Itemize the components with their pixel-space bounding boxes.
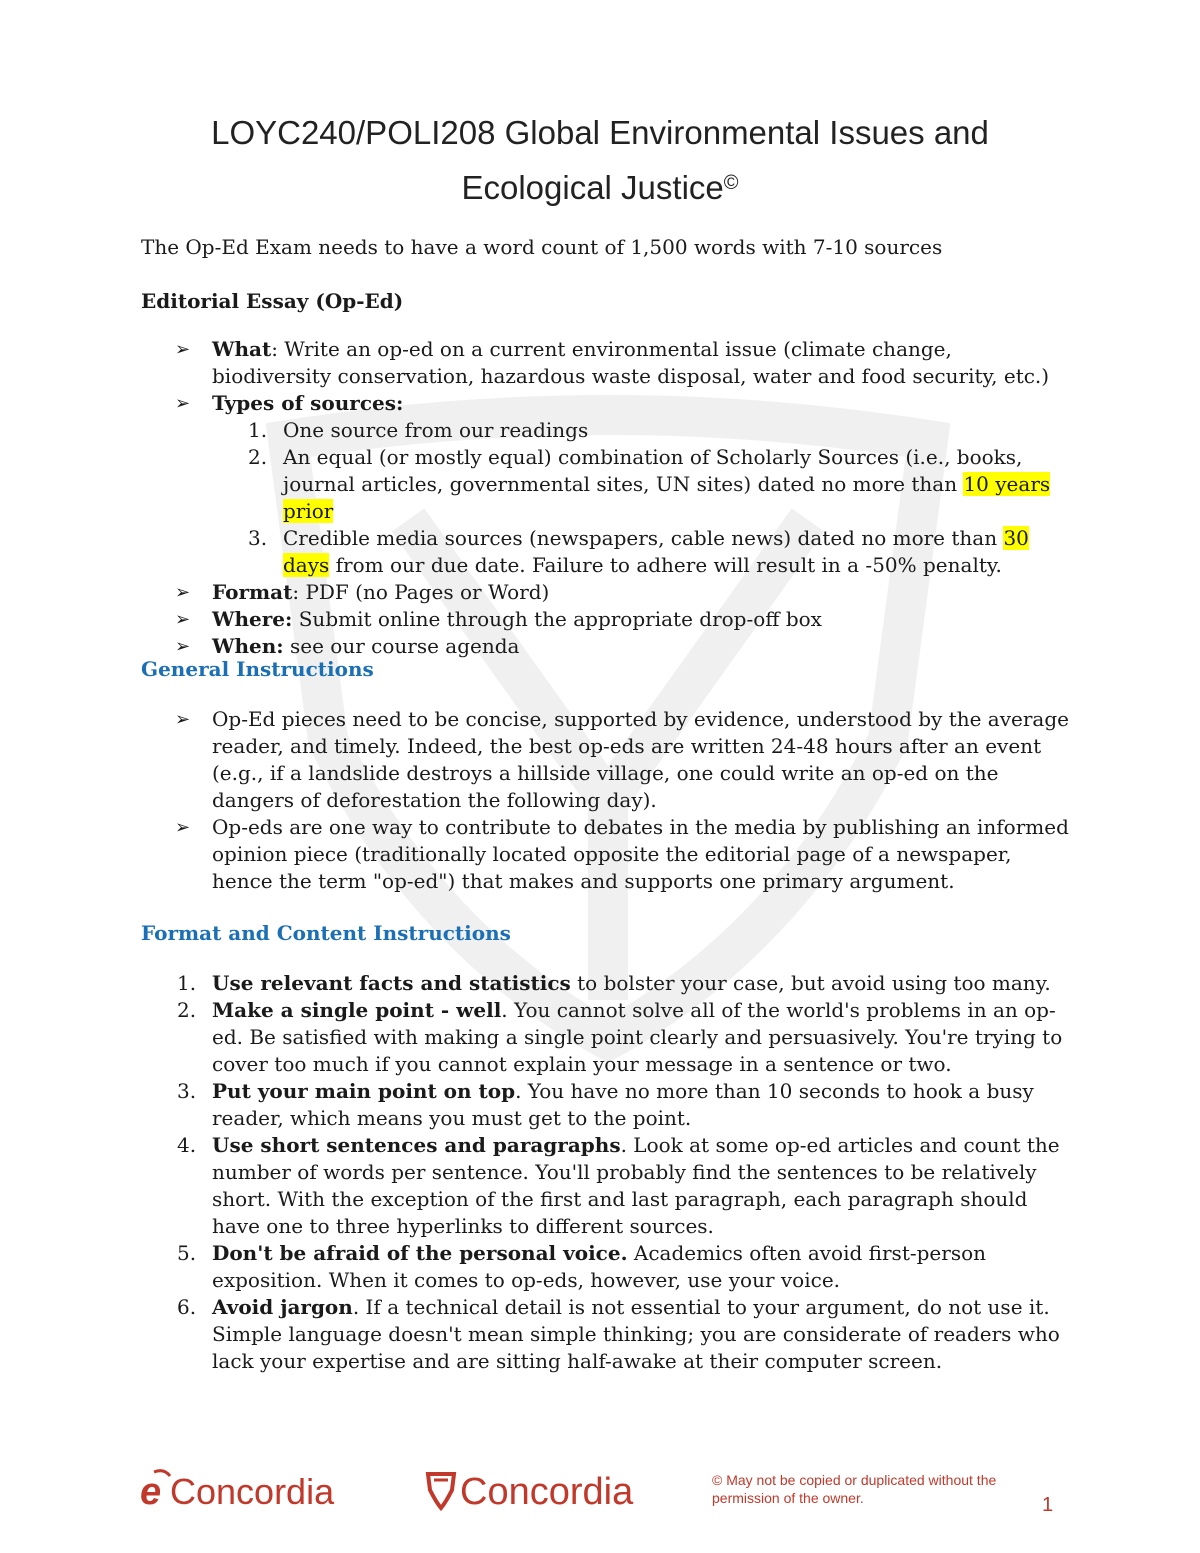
title-line-2-text: Ecological Justice (461, 169, 724, 206)
item-text: . Look at some op-ed articles and count the number of words per sentence. You'll probably find the sentences to be relatively short. With the exception of the first and last paragraph, each paragraph should have one to three hyperlinks to different sources. (212, 1133, 1060, 1238)
list-item-where (141, 606, 1071, 633)
source-item (141, 417, 1071, 444)
arrow-bullet-icon: ➢ (175, 582, 191, 603)
source-text: One source from our readings (283, 418, 589, 442)
source-num: 2. (248, 445, 268, 469)
general-section (141, 706, 1071, 895)
general-item-text: Op-eds are one way to contribute to debates in the media by publishing an informed opinion piece (traditionally located opposite the editorial page of a newspaper, hence the term "op-ed") that makes and supports one primary argument. (212, 815, 1069, 893)
list-item (141, 706, 1071, 814)
source-item (141, 444, 1071, 525)
list-item-types (141, 390, 1071, 579)
arrow-bullet-icon: ➢ (175, 393, 191, 414)
item-num: 5. (177, 1241, 197, 1265)
econcordia-logo-icon (140, 1466, 380, 1516)
copyright-notice: © May not be copied or duplicated without the permission of the owner. (712, 1472, 997, 1506)
copyright-symbol: © (723, 172, 739, 194)
editorial-heading (141, 288, 1071, 315)
arrow-bullet-icon: ➢ (175, 609, 191, 630)
highlight-30-days: 30 days (283, 526, 1029, 577)
where-text: Submit online through the appropriate drop-off box (292, 607, 822, 631)
item-bold: Avoid jargon (212, 1295, 353, 1319)
source-num: 1. (248, 418, 268, 442)
item-bold: Don't be afraid of the personal voice. (212, 1241, 628, 1265)
format-label: Format (212, 580, 293, 604)
item-text: . You cannot solve all of the world's problems in an op-ed. Be satisfied with making a single point clearly and persuasively. You're trying to cover too much if you cannot explain your message in a sentence or two. (212, 998, 1063, 1076)
format-content-heading-text: Format and Content Instructions (141, 921, 511, 945)
list-item (141, 1294, 1071, 1375)
general-item-text: Op-Ed pieces need to be concise, supported by evidence, understood by the average reader, and timely. Indeed, the best op-eds are written 24-48 hours after an event (e.g., if a landslide destroys a hillside village, one could write an op-ed on the dangers of deforestation the following day). (212, 707, 1069, 812)
format-content-heading (141, 920, 1071, 947)
list-item (141, 1132, 1071, 1240)
document-title (0, 108, 1200, 213)
list-item (141, 997, 1071, 1078)
item-num: 4. (177, 1133, 197, 1157)
item-bold: Make a single point - well (212, 998, 502, 1022)
what-text: : Write an op-ed on a current environmental issue (climate change, biodiversity conservation, hazardous waste disposal, water and food security, etc.) (212, 337, 1050, 388)
title-line-1: LOYC240/POLI208 Global Environmental Issues and (211, 114, 989, 151)
what-label: What (212, 337, 272, 361)
item-num: 2. (177, 998, 197, 1022)
types-label: Types of sources: (212, 391, 404, 415)
list-item-format (141, 579, 1071, 606)
item-num: 6. (177, 1295, 197, 1319)
editorial-section (141, 336, 1071, 660)
econcordia-logo-prefix: e (140, 1471, 162, 1513)
item-bold: Put your main point on top (212, 1079, 516, 1103)
arrow-bullet-icon: ➢ (175, 339, 191, 360)
when-label: When: (212, 634, 284, 658)
when-text: see our course agenda (283, 634, 520, 658)
source-num: 3. (248, 526, 268, 550)
item-text: . You have no more than 10 seconds to hook a busy reader, which means you must get to the point. (212, 1079, 1034, 1130)
item-text: Academics often avoid first-person exposition. When it comes to op-eds, however, use your voice. (212, 1241, 986, 1292)
intro-text: The Op-Ed Exam needs to have a word count of 1,500 words with 7-10 sources (141, 235, 943, 259)
editorial-heading-text: Editorial Essay (Op-Ed) (141, 289, 404, 313)
item-bold: Use short sentences and paragraphs (212, 1133, 621, 1157)
list-item (141, 814, 1071, 895)
item-bold: Use relevant facts and statistics (212, 971, 571, 995)
item-text: . If a technical detail is not essential to your argument, do not use it. Simple language doesn't mean simple thinking; you are considerate of readers who lack your expertise and are sitting half-awake at their computer screen. (212, 1295, 1060, 1373)
list-item (141, 970, 1071, 997)
format-text: : PDF (no Pages or Word) (292, 580, 550, 604)
page-number: 1 (1042, 1494, 1054, 1516)
source-text: Credible media sources (newspapers, cable news) dated no more than (283, 526, 1004, 550)
item-num: 1. (177, 971, 197, 995)
arrow-bullet-icon: ➢ (175, 817, 191, 838)
concordia-logo-text: Concordia (460, 1471, 634, 1513)
source-text-after: from our due date. Failure to adhere will result in a -50% penalty. (329, 553, 1002, 577)
general-heading (141, 656, 1071, 683)
list-item (141, 1240, 1071, 1294)
general-heading-text: General Instructions (141, 657, 374, 681)
highlight-10-years: 10 years prior (283, 472, 1051, 523)
source-text: An equal (or mostly equal) combination of Scholarly Sources (i.e., books, journal articles, governmental sites, UN sites) dated no more than (283, 445, 1023, 496)
list-item (141, 1078, 1071, 1132)
source-item (141, 525, 1071, 579)
item-num: 3. (177, 1079, 197, 1103)
concordia-logo-icon (424, 1466, 664, 1516)
where-label: Where: (212, 607, 293, 631)
econcordia-logo-text: Concordia (170, 1471, 335, 1512)
item-text: to bolster your case, but avoid using too many. (570, 971, 1051, 995)
arrow-bullet-icon: ➢ (175, 636, 191, 657)
title-line-2 (0, 158, 1200, 213)
arrow-bullet-icon: ➢ (175, 709, 191, 730)
format-content-section (141, 970, 1071, 1375)
list-item-what (141, 336, 1071, 390)
